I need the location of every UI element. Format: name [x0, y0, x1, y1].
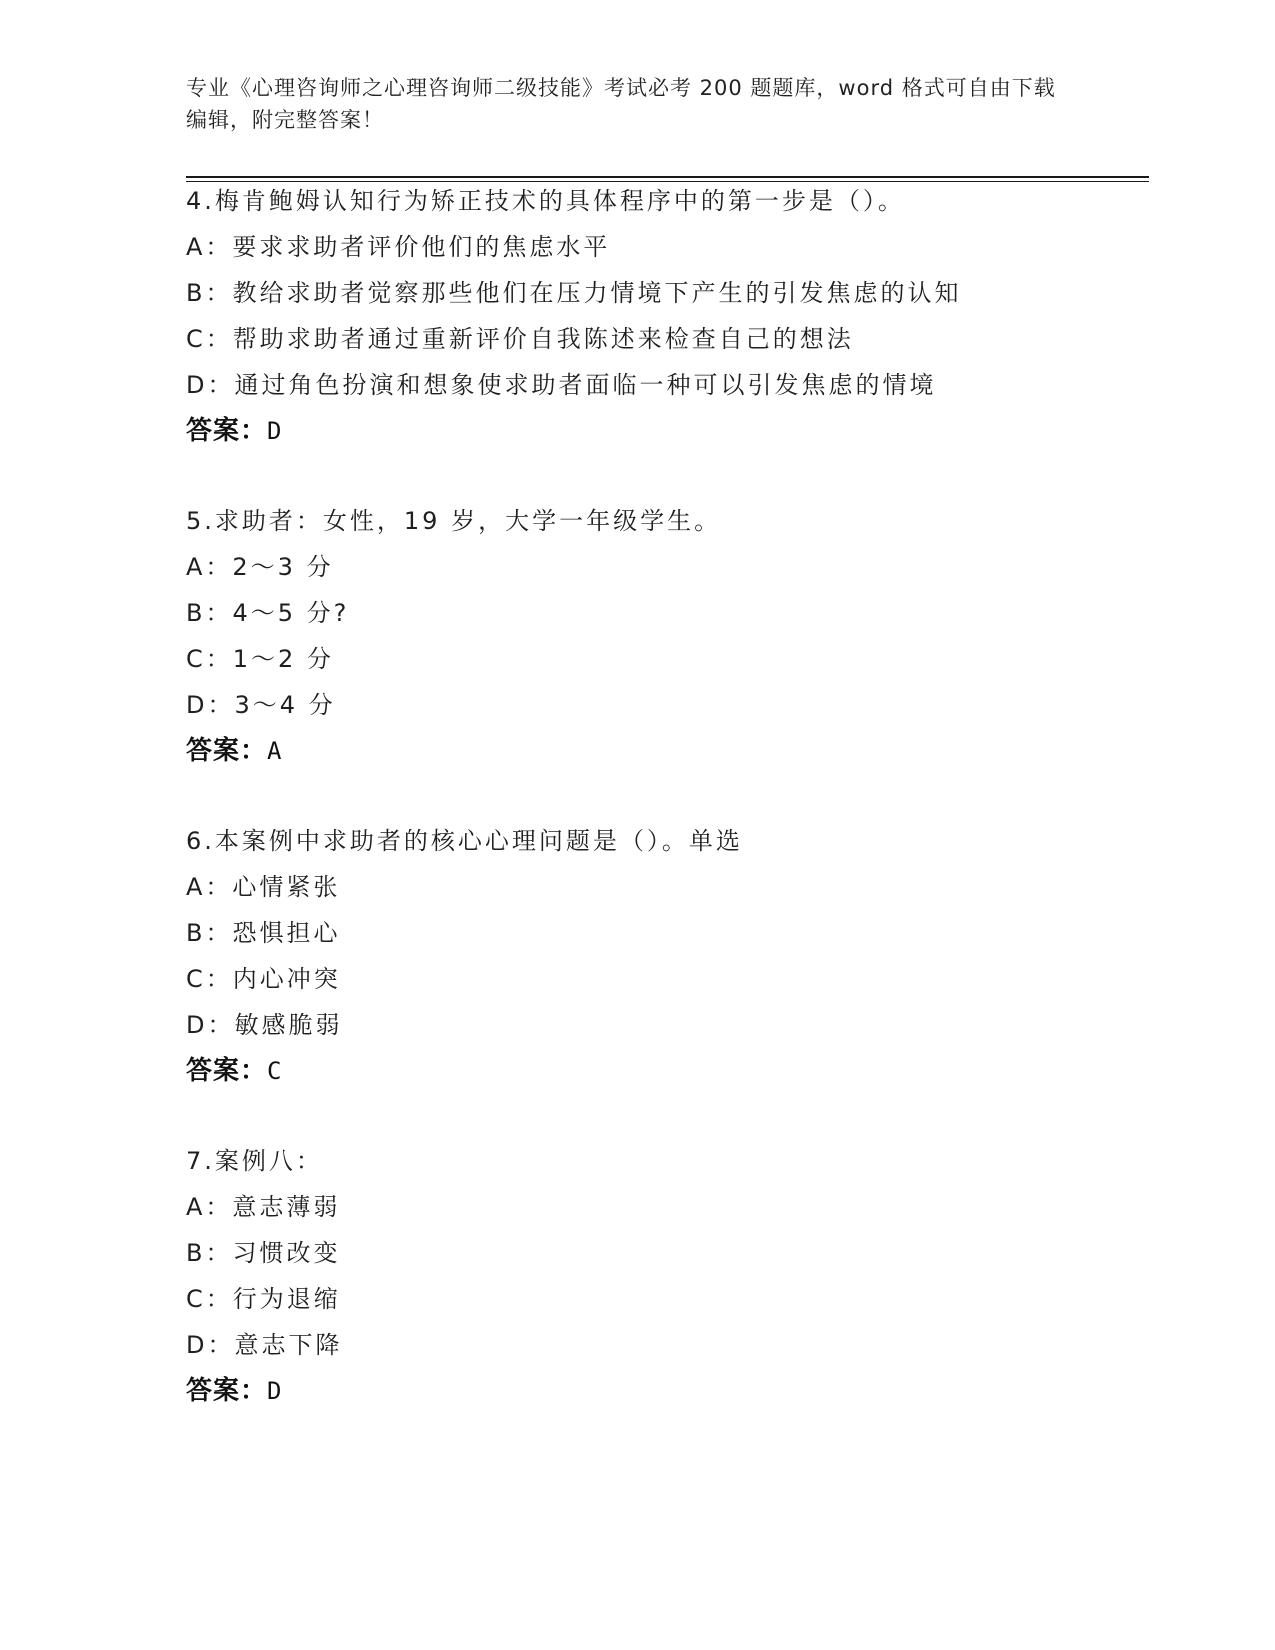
answer-value: D [267, 1377, 283, 1405]
option-a: A：心情紧张 [186, 873, 341, 901]
question-stem: 4.梅肯鲍姆认知行为矫正技术的具体程序中的第一步是（）。 [186, 187, 905, 215]
answer-value: D [267, 417, 283, 445]
answer-value: C [267, 1057, 283, 1085]
answer-label: 答案： [186, 1056, 268, 1086]
option-c: C：1～2 分 [186, 645, 334, 673]
answer-value: A [267, 737, 283, 765]
option-b: B：教给求助者觉察那些他们在压力情境下产生的引发焦虑的认知 [186, 279, 962, 307]
option-a: A：要求求助者评价他们的焦虑水平 [186, 233, 611, 261]
question-block [186, 498, 1146, 774]
option-c: C：帮助求助者通过重新评价自我陈述来检查自己的想法 [186, 325, 854, 353]
option-d: D：通过角色扮演和想象使求助者面临一种可以引发焦虑的情境 [186, 371, 937, 399]
option-d: D：3～4 分 [186, 691, 336, 719]
question-block [186, 178, 1146, 454]
answer-label: 答案： [186, 1376, 268, 1406]
document-header: 专业《心理咨询师之心理咨询师二级技能》考试必考 200 题题库，word 格式可自由下载编辑，附完整答案！ [186, 76, 1056, 132]
option-d: D：意志下降 [186, 1331, 343, 1359]
question-stem: 7.案例八： [186, 1147, 323, 1175]
option-d: D：敏感脆弱 [186, 1011, 343, 1039]
answer-line [186, 1368, 1146, 1414]
answer-label: 答案： [186, 416, 268, 446]
option-b: B：恐惧担心 [186, 919, 341, 947]
option-b: B：4～5 分? [186, 599, 350, 627]
answer-line [186, 408, 1146, 454]
answer-line [186, 728, 1146, 774]
answer-line [186, 1048, 1146, 1094]
answer-label: 答案： [186, 736, 268, 766]
option-a: A：2～3 分 [186, 553, 334, 581]
question-block [186, 1138, 1146, 1414]
question-stem: 5.求助者：女性，19 岁，大学一年级学生。 [186, 507, 722, 535]
option-a: A：意志薄弱 [186, 1193, 341, 1221]
option-c: C：内心冲突 [186, 965, 341, 993]
option-c: C：行为退缩 [186, 1285, 341, 1313]
question-stem: 6.本案例中求助者的核心心理问题是（）。单选 [186, 827, 743, 855]
question-block [186, 818, 1146, 1094]
option-b: B：习惯改变 [186, 1239, 341, 1267]
